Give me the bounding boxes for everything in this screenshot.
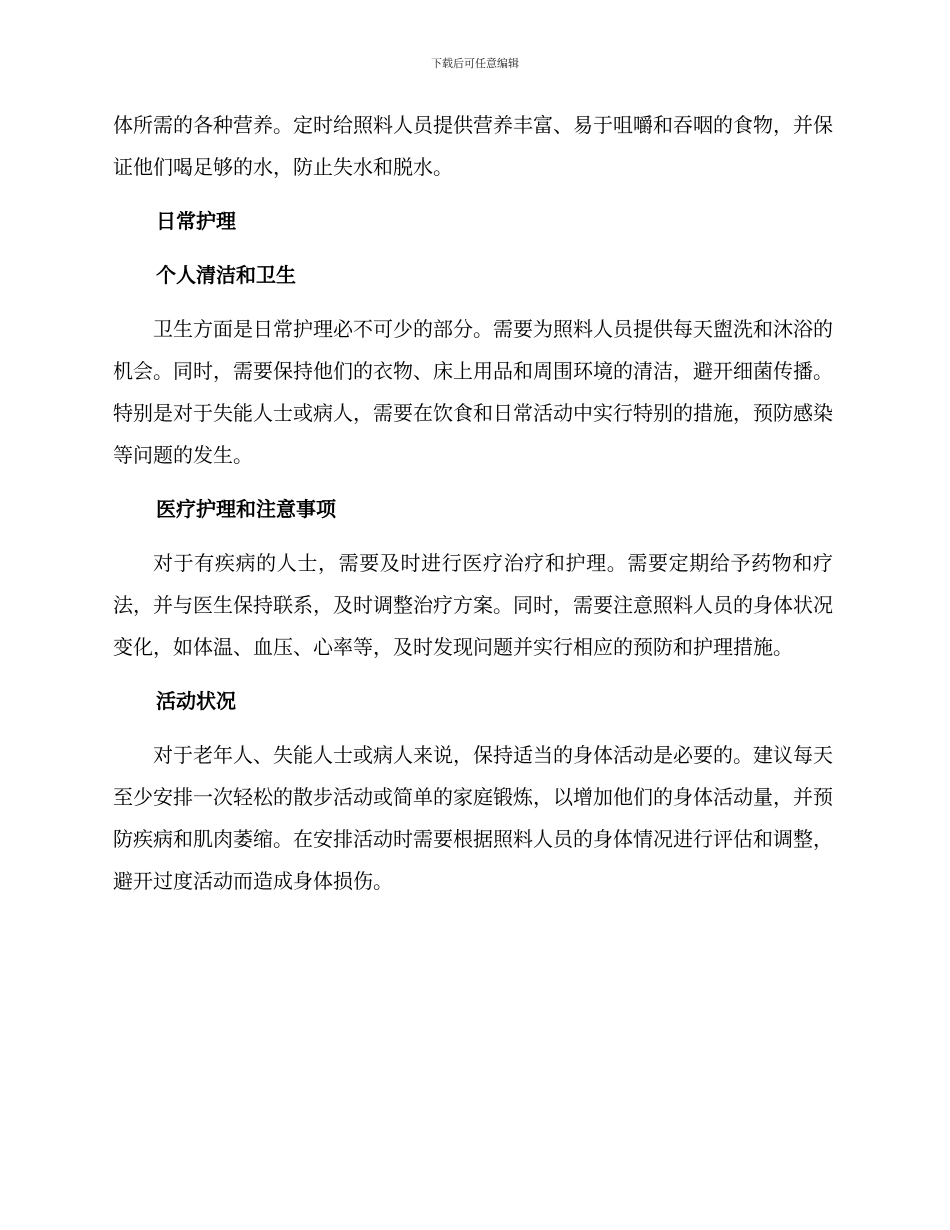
paragraph-hygiene: 卫生方面是日常护理必不可少的部分。需要为照料人员提供每天盥洗和沐浴的机会。同时，需要保持他们的衣物、床上用品和周围环境的清洁，避开细菌传播。特别是对于失能人士或病人，需要在饮食和日常活动中实行特别的措施，预防感染等问题的发生。 [113,317,833,467]
page-header: 下载后可任意编辑 [431,57,519,70]
subsection-heading-medical-care: 医疗护理和注意事项 [156,497,336,521]
section-heading-daily-care: 日常护理 [156,209,236,233]
paragraph-medical-care: 对于有疾病的人士，需要及时进行医疗治疗和护理。需要定期给予药物和疗法，并与医生保持联系，及时调整治疗方案。同时，需要注意照料人员的身体状况变化，如体温、血压、心率等，及时发现问题并实行相应的预防和护理措施。 [113,551,833,659]
subsection-heading-hygiene: 个人清洁和卫生 [156,263,296,287]
subsection-heading-activity: 活动状况 [156,689,236,713]
document-body [113,104,833,914]
paragraph-nutrition-continued: 体所需的各种营养。定时给照料人员提供营养丰富、易于咀嚼和吞咽的食物，并保证他们喝足够的水，防止失水和脱水。 [113,113,833,179]
paragraph-activity: 对于老年人、失能人士或病人来说，保持适当的身体活动是必要的。建议每天至少安排一次轻松的散步活动或简单的家庭锻炼，以增加他们的身体活动量，并预防疾病和肌肉萎缩。在安排活动时需要根据照料人员的身体情况进行评估和调整，避开过度活动而造成身体损伤。 [113,743,833,893]
